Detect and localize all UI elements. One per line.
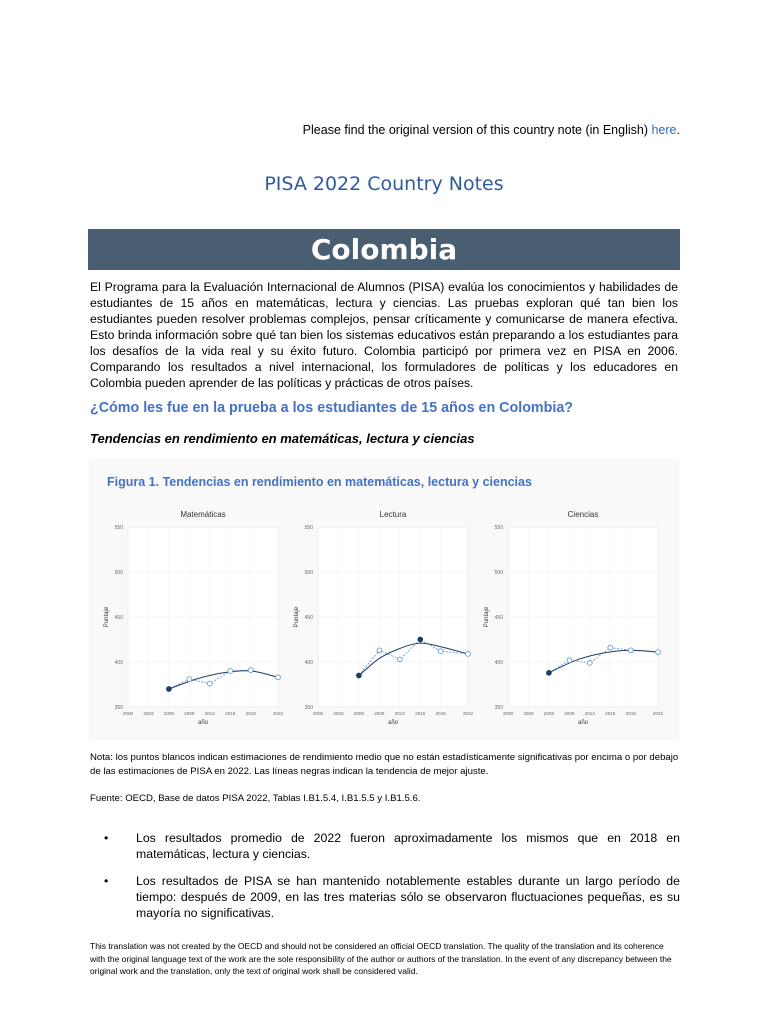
- y-tick-label: 400: [494, 660, 503, 666]
- data-point: [276, 675, 281, 680]
- data-point: [587, 661, 592, 666]
- y-tick-label: 550: [114, 525, 123, 531]
- section-heading: ¿Cómo les fue en la prueba a los estudiantes de 15 años en Colombia?: [90, 400, 574, 416]
- data-point: [628, 648, 633, 653]
- chart-title: Matemáticas: [180, 510, 226, 519]
- y-tick-label: 350: [494, 705, 503, 711]
- data-point-significant: [547, 670, 552, 675]
- data-point: [466, 652, 471, 657]
- x-axis-label: año: [387, 720, 399, 726]
- sub-heading: Tendencias en rendimiento en matemáticas, lectura y ciencias: [90, 431, 475, 446]
- data-point-significant: [167, 687, 172, 692]
- figure-source: Fuente: OECD, Base de datos PISA 2022, Tablas I.B1.5.4, I.B1.5.5 y I.B1.5.6.: [90, 793, 421, 804]
- y-axis-label: Puntaje: [294, 606, 300, 628]
- data-point-significant: [418, 637, 423, 642]
- trend-charts: [89, 458, 679, 740]
- x-tick-label: 2003: [523, 711, 534, 716]
- bullet-marker: •: [104, 831, 109, 845]
- y-tick-label: 350: [304, 705, 313, 711]
- original-version-note: [0, 123, 680, 137]
- y-axis-label: Puntaje: [104, 606, 110, 628]
- chart-1: [294, 510, 474, 726]
- y-tick-label: 400: [304, 660, 313, 666]
- data-point: [207, 681, 212, 686]
- x-tick-label: 2015: [605, 711, 616, 716]
- bullet-text: Los resultados promedio de 2022 fueron aproximadamente los mismos que en 2018 en matemáticas, lectura y ciencias.: [136, 831, 680, 861]
- x-tick-label: 2015: [415, 711, 426, 716]
- data-point: [228, 669, 233, 674]
- chart-title: Ciencias: [567, 510, 599, 519]
- y-tick-label: 350: [114, 705, 123, 711]
- y-tick-label: 400: [114, 660, 123, 666]
- y-axis-label: Puntaje: [484, 606, 490, 628]
- x-tick-label: 2022: [462, 711, 474, 716]
- x-tick-label: 2022: [272, 711, 284, 716]
- data-point: [656, 650, 661, 655]
- x-tick-label: 2018: [625, 711, 636, 716]
- figure-panel: [89, 458, 679, 740]
- y-tick-label: 450: [304, 615, 313, 621]
- x-tick-label: 2012: [394, 711, 405, 716]
- y-tick-label: 500: [114, 570, 123, 576]
- intro-paragraph: El Programa para la Evaluación Internacional de Alumnos (PISA) evalúa los conocimientos y habilidades de estudiantes de 15 años en matemáticas, lectura y ciencias. Las pruebas exploran qué tan bien los estudiantes pueden resolver problemas complejos, pensar críticamente y comunicarse de manera efectiva. Esto brinda información sobre qué tan bien los sistemas educativos están preparando a los estudiantes para los desafíos de la vida real y su éxito futuro. Colombia participó por primera vez en PISA en 2006. Comparando los resultados a nivel internacional, los formuladores de políticas y los educadores en Colombia pueden aprender de las políticas y prácticas de otros países.: [90, 280, 678, 390]
- x-tick-label: 2006: [353, 711, 365, 716]
- data-point: [397, 657, 402, 662]
- y-tick-label: 450: [494, 615, 503, 621]
- original-version-suffix: .: [676, 123, 680, 137]
- bullet-text: Los resultados de PISA se han mantenido notablemente estables durante un largo período de tiempo: después de 2009, en las tres materias sólo se observaron fluctuaciones pequeñas, es su mayoría no significativas.: [136, 874, 680, 920]
- y-tick-label: 500: [304, 570, 313, 576]
- y-tick-label: 500: [494, 570, 503, 576]
- x-tick-label: 2000: [502, 711, 514, 716]
- y-tick-label: 450: [114, 615, 123, 621]
- y-tick-label: 550: [494, 525, 503, 531]
- country-banner: Colombia: [88, 229, 680, 270]
- x-axis-label: año: [577, 720, 589, 726]
- x-axis-label: año: [197, 720, 209, 726]
- x-tick-label: 2022: [652, 711, 664, 716]
- x-tick-label: 2015: [225, 711, 236, 716]
- x-tick-label: 2003: [333, 711, 344, 716]
- x-tick-label: 2012: [204, 711, 215, 716]
- data-point-significant: [357, 673, 362, 678]
- bullet-marker: •: [104, 874, 109, 888]
- x-tick-label: 2018: [245, 711, 256, 716]
- data-point: [187, 677, 192, 682]
- original-version-text: Please find the original version of this country note (in English): [302, 123, 652, 137]
- x-tick-label: 2009: [184, 711, 195, 716]
- original-version-link[interactable]: here: [651, 123, 677, 137]
- x-tick-label: 2003: [143, 711, 154, 716]
- x-tick-label: 2018: [435, 711, 446, 716]
- translation-disclaimer: This translation was not created by the OECD and should not be considered an official OECD translation. The quality of the translation and its coherence with the original language text of the work are the sole responsibility of the author or authors of the translation. In the event of any discrepancy between the original work and the translation, only the text of original work shall be considered valid.: [90, 941, 672, 976]
- x-tick-label: 2000: [122, 711, 134, 716]
- x-tick-label: 2009: [564, 711, 575, 716]
- chart-title: Lectura: [379, 510, 407, 519]
- x-tick-label: 2006: [543, 711, 555, 716]
- figure-caption: Figura 1. Tendencias en rendimiento en matemáticas, lectura y ciencias: [107, 475, 532, 489]
- y-tick-label: 550: [304, 525, 313, 531]
- document-title: PISA 2022 Country Notes: [264, 173, 504, 195]
- chart-0: [104, 510, 284, 726]
- x-tick-label: 2012: [584, 711, 595, 716]
- data-point: [377, 648, 382, 653]
- x-tick-label: 2009: [374, 711, 385, 716]
- x-tick-label: 2000: [312, 711, 324, 716]
- data-point: [567, 658, 572, 663]
- data-point: [248, 668, 253, 673]
- chart-2: [484, 510, 664, 726]
- data-point: [438, 649, 443, 654]
- figure-note: Nota: los puntos blancos indican estimaciones de rendimiento medio que no están estadísticamente significativas por encima o por debajo de las estimaciones de PISA en 2022. Las líneas negras indican la tendencia de mejor ajuste.: [90, 752, 679, 777]
- data-point: [608, 645, 613, 650]
- x-tick-label: 2006: [163, 711, 175, 716]
